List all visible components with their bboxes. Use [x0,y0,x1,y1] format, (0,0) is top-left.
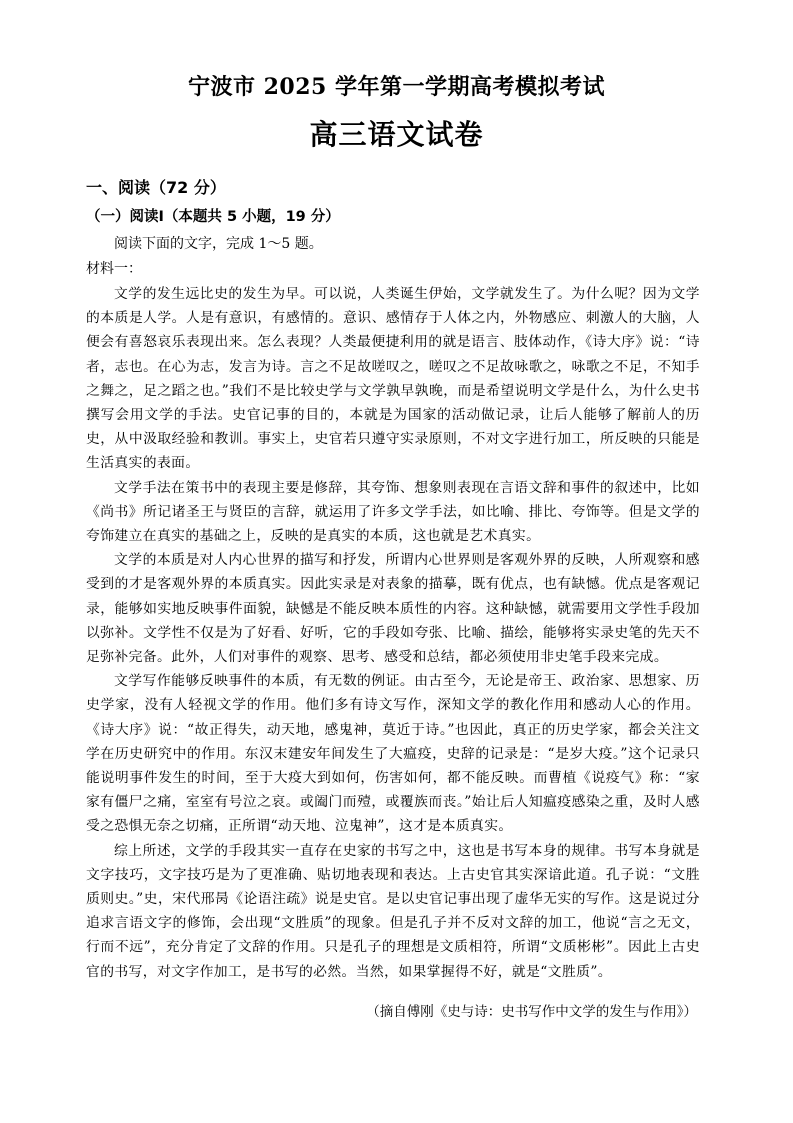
passage-paragraph-5: 综上所述，文学的手段其实一直存在史家的书写之中，这也是书写本身的规律。书写本身就是文字技巧，文字技巧是为了更准确、贴切地表现和表达。上古史官其实深谙此道。孔子说：“文胜质则史。”史，宋代邢昺《论语注疏》说是史官。是以史官记事出现了虚华无实的写作。这是说过分追求言语文字的修饰，会出现“文胜质”的现象。但是孔子并不反对文辞的加工，他说“言之无文，行而不远”，充分肯定了文辞的作用。只是孔子的理想是文质相符，所谓“文质彬彬”。因此上古史官的书写，对文字作加工，是书写的必然。当然，如果掌握得不好，就是“文胜质”。 [86,842,700,980]
passage-paragraph-3: 文学的本质是对人内心世界的描写和抒发，所谓内心世界则是客观外界的反映，人所观察和感受到的才是客观外界的本质真实。因此实录是对表象的描摹，既有优点，也有缺憾。优点是客观记录，能够如实地反映事件面貌，缺憾是不能反映本质性的内容。这种缺憾，就需要用文学性手段加以弥补。文学性不仅是为了好看、好听，它的手段如夸张、比喻、描绘，能够将实录史笔的先天不足弥补完备。此外，人们对事件的观察、思考、感受和总结，都必须使用非史笔手段来完成。 [86,552,700,666]
instruction-text: 阅读下面的文字，完成 1～5 题。 [114,236,323,252]
passage-body [86,282,700,984]
source-citation: （摘自傅刚《史与诗：史书写作中文学的发生与作用》） [366,1004,697,1020]
exam-title: 宁波市 2025 学年第一学期高考模拟考试 [187,74,606,100]
subsection-heading: （一）阅读Ⅰ（本题共 5 小题，19 分） [86,209,340,225]
paper-subtitle: 高三语文试卷 [309,118,484,151]
passage-paragraph-2: 文学手法在策书中的表现主要是修辞，其夸饰、想象则表现在言语文辞和事件的叙述中，比如《尚书》所记诸圣王与贤臣的言辞，就运用了许多文学手法，如比喻、排比、夸饰等。但是文学的夸饰建立在真实的基础之上，反映的是真实的本质，这也就是艺术真实。 [86,479,700,545]
material-label: 材料一： [86,261,142,277]
passage-paragraph-1: 文学的发生远比史的发生为早。可以说，人类诞生伊始，文学就发生了。为什么呢？因为文学的本质是人学。人是有意识，有感情的。意识、感情存于人体之内，外物感应、刺激人的大脑，人便会有喜怒哀乐表现出来。怎么表现？人类最便捷利用的就是语言、肢体动作，《诗大序》说：“诗者，志也。在心为志，发言为诗。言之不足故嗟叹之，嗟叹之不足故咏歌之，咏歌之不足，不知手之舞之，足之蹈之也。”我们不是比较史学与文学孰早孰晚，而是希望说明文学是什么，为什么史书撰写会用文学的手法。史官记事的目的，本就是为国家的活动做记录，让后人能够了解前人的历史，从中汲取经验和教训。事实上，史官若只遵守实录原则，不对文字进行加工，所反映的只能是生活真实的表面。 [86,286,700,472]
section-heading: 一、阅读（72 分） [86,178,226,197]
passage-paragraph-4: 文学写作能够反映事件的本质，有无数的例证。由古至今，无论是帝王、政治家、思想家、历史学家，没有人轻视文学的作用。他们多有诗文写作，深知文学的教化作用和感动人心的作用。《诗大序》说：“故正得失，动天地，感鬼神，莫近于诗。”也因此，真正的历史学家，都会关注文学在历史研究中的作用。东汉末建安年间发生了大瘟疫，史辞的记录是：“是岁大疫。”这个记录只能说明事件发生的时间，至于大疫大到如何，伤害如何，都不能反映。而曹植《说疫气》称：“家家有僵尸之痛，室室有号泣之哀。或阖门而殪，或覆族而丧。”始让后人知瘟疫感染之重，及时人感受之恐惧无奈之切痛，正所谓“动天地、泣鬼神”，这才是本质真实。 [86,673,700,835]
